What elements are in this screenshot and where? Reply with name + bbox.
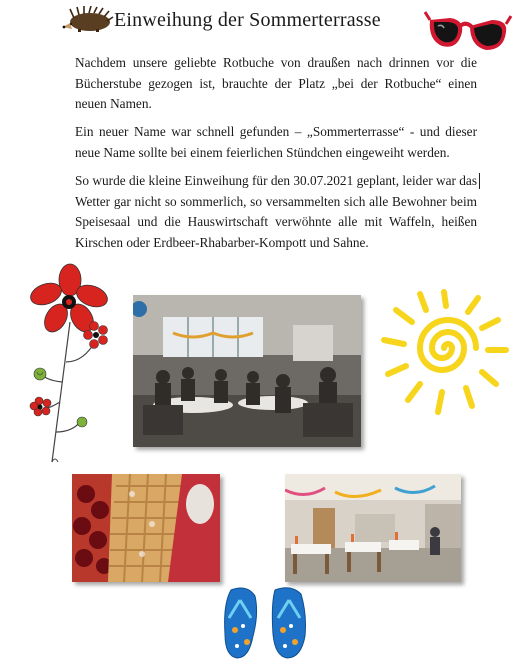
event-paragraph-text: So wurde die kleine Einweihung für den 30.07.2021 geplant, leider war das Wetter gar nicht so sommerlich, so versammelten sich alle Bewohner beim Speisesaal und die Hauswirtschaft verwöhnte alle mit Waffeln, heißen Kirschen oder Erdbeer-Rhabarber-Kompott und Sahne.: [75, 173, 477, 250]
event-paragraph: [75, 171, 477, 253]
name-paragraph: Ein neuer Name war schnell gefunden – „Sommerterrasse“ - und dieser neue Name sollte bei einem feierlichen Stündchen eingeweiht werden.: [75, 124, 477, 160]
sun-icon: [376, 288, 516, 418]
text-cursor: [479, 173, 480, 189]
page-title: Einweihung der Sommerterrasse: [114, 9, 381, 31]
decorated-dining-room-photo: [285, 474, 461, 582]
sunglasses-icon: [424, 6, 512, 54]
dining-room-gathering-photo: [133, 295, 361, 447]
intro-paragraph: Nachdem unsere geliebte Rotbuche von draußen nach drinnen vor die Bücherstube gezogen ist, brauchte der Platz „bei der Rotbuche“ einen neuen Namen.: [75, 55, 477, 111]
waffle-with-cherries-photo: [72, 474, 220, 582]
flower-icon: [22, 262, 122, 467]
hedgehog-icon: [62, 6, 116, 32]
flip-flops-icon: [221, 584, 309, 662]
